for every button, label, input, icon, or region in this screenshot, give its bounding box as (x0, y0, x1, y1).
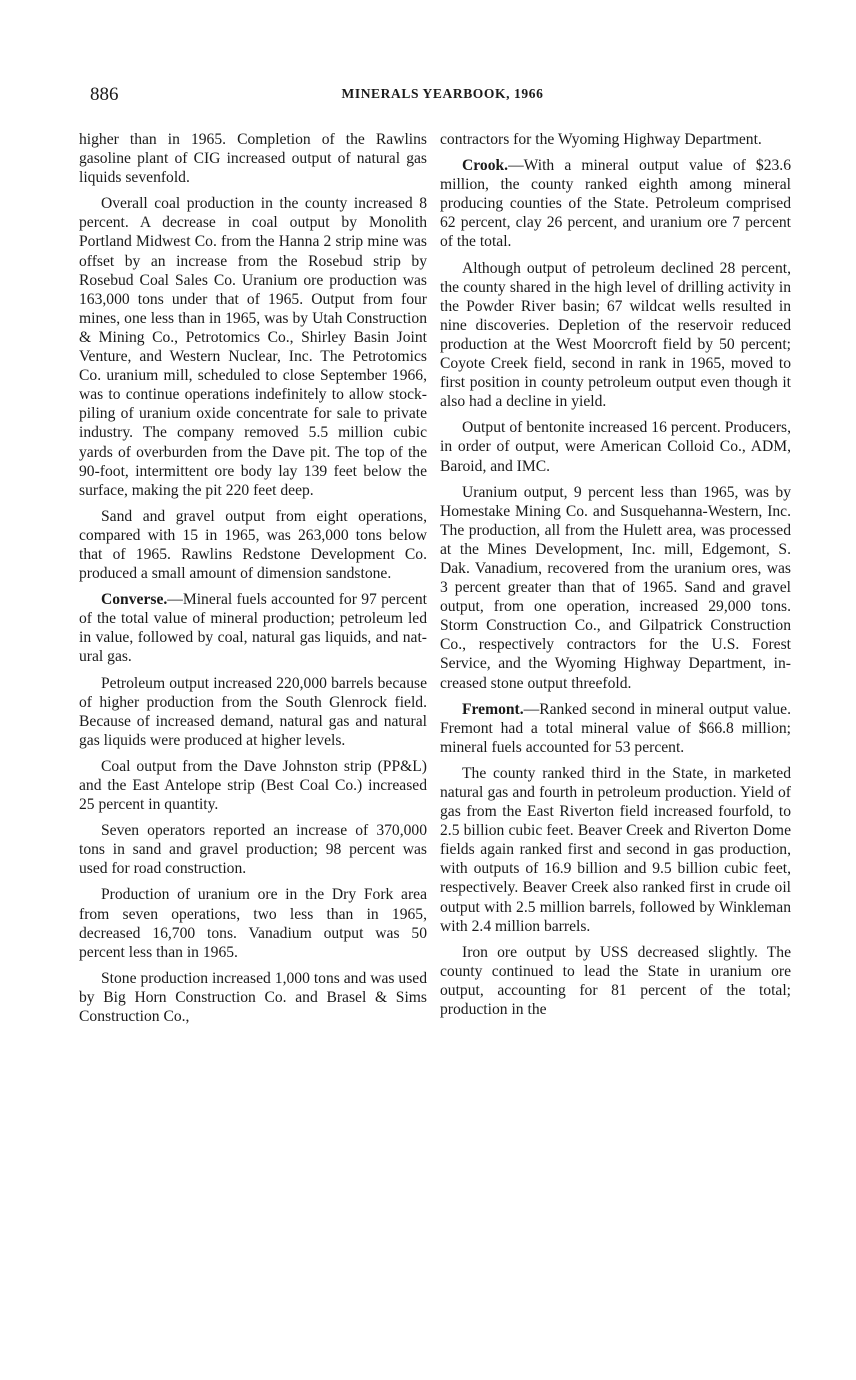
paragraph (440, 130, 791, 149)
page-header (90, 84, 795, 108)
paragraph-text: Overall coal production in the county increased 8 percent. A decrease in coal output by Monolith Portland Midwest Co. from the Hanna 2 strip mine was offset by an increase from the Rosebud strip by Rosebud Coal Sales Co. Uranium ore production was 163,000 tons under that of 1965. Output from four mines, one less than in 1965, was by Utah Construction & Mining Co., Petrotomics Co., Shirley Basin Joint Venture, and Western Nuclear, Inc. The Petrotomics Co. uranium mill, scheduled to close September 1966, was to continue operations indefinitely to allow stockpiling of uranium oxide concentrate for sale to private industry. The company removed 5.5 million cubic yards of overburden from the Dave pit. The top of the 90-foot, intermittent ore body lay 139 feet below the surface, making the pit 220 feet deep. (79, 195, 427, 499)
paragraph-text: Although output of petroleum declined 28 percent, the county shared in the high level of drilling activity in the Powder River basin; 67 wildcat wells resulted in nine discoveries. Depletion of the reservoir reduced production at the West Moorcroft field by 50 percent; Coyote Creek field, second in rank in 1965, moved to first position in county petroleum output even though it also had a decline in yield. (440, 259, 791, 411)
paragraph (440, 483, 791, 693)
running-title: MINERALS YEARBOOK, 1966 (341, 86, 544, 101)
paragraph (440, 943, 791, 1019)
paragraph (440, 259, 791, 412)
paragraph-text: Uranium output, 9 percent less than 1965, was by Homestake Mining Co. and Susquehanna-Western, Inc. The production, all from the Hulett area, was processed at the Mines Development, Inc. mill, Edgemont, S. Dak. Vanadium, recovered from the uranium ores, was 3 percent greater than that of 1965. Sand and gravel output, from one operation, increased 29,000 tons. Storm Construction Co., and Gilpatrick Construction Co., respectively contractors for the U.S. Forest Service, and the Wyoming Highway Department, increased stone output threefold. (440, 483, 791, 692)
paragraph (440, 418, 791, 475)
paragraph (79, 507, 427, 583)
paragraph-text: The county ranked third in the State, in marketed natural gas and fourth in petroleum production. Yield of gas from the East Riverton field increased fourfold, to 2.5 billion cubic feet. Beaver Creek and Riverton Dome fields again ranked first and second in gas production, with outputs of 16.9 billion and 9.5 billion cubic feet, respectively. Beaver Creek also ranked first in crude oil output with 2.5 million barrels, followed by Winkleman with 2.4 million barrels. (440, 764, 791, 935)
paragraph-text: —Mineral fuels accounted for 97 percent of the total value of mineral production; petroleum led in value, followed by coal, natural gas liquids, and natural gas. (79, 591, 427, 666)
paragraph (79, 969, 427, 1026)
paragraph-text: Iron ore output by USS decreased slightly. The county continued to lead the State in uranium ore output, accounting for 81 percent of the total; production in the (440, 943, 791, 1019)
paragraph-text: Seven operators reported an increase of 370,000 tons in sand and gravel production; 98 percent was used for road construction. (79, 822, 427, 878)
paragraph (440, 700, 791, 757)
paragraph (79, 821, 427, 878)
paragraph-text: Sand and gravel output from eight operations, compared with 15 in 1965, was 263,000 tons below that of 1965. Rawlins Redstone Development Co. produced a small amount of dimension sandstone. (79, 507, 427, 583)
paragraph (440, 156, 791, 251)
paragraph (79, 885, 427, 961)
paragraph (79, 130, 427, 187)
paragraph (79, 194, 427, 500)
paragraph-text: contractors for the Wyoming Highway Department. (440, 131, 762, 148)
paragraph (79, 757, 427, 814)
paragraph-text: Stone production increased 1,000 tons and was used by Big Horn Construction Co. and Brasel & Sims Construction Co., (79, 969, 427, 1026)
paragraph (440, 764, 791, 936)
county-heading: Crook. (462, 157, 509, 175)
paragraph-text: —With a mineral output value of $23.6 million, the county ranked eighth among mineral producing counties of the State. Petroleum comprised 62 percent, clay 26 percent, and uranium ore 7 percent of the total. (440, 157, 791, 251)
right-column (440, 130, 791, 1026)
paragraph-text: Coal output from the Dave Johnston strip (PP&L) and the East Antelope strip (Best Coal Co.) increased 25 percent in quantity. (79, 757, 427, 814)
paragraph-text: higher than in 1965. Completion of the Rawlins gasoline plant of CIG increased output of natural gas liquids sevenfold. (79, 131, 427, 187)
paragraph (79, 590, 427, 666)
paragraph-text: —Ranked second in mineral output value. Fremont had a total mineral value of $66.8 million; mineral fuels accounted for 53 percent. (440, 700, 791, 756)
county-heading: Converse. (101, 591, 168, 609)
page-number: 886 (90, 84, 119, 105)
county-heading: Fremont. (462, 700, 524, 718)
paragraph-text: Petroleum output increased 220,000 barrels because of higher production from the South Glenrock field. Because of increased demand, natural gas and natural gas liquids were produced at higher levels. (79, 674, 427, 749)
left-column (79, 130, 427, 1033)
paragraph (79, 674, 427, 750)
paragraph-text: Output of bentonite increased 16 percent. Producers, in order of output, were American Colloid Co., ADM, Baroid, and IMC. (440, 419, 791, 475)
paragraph-text: Production of uranium ore in the Dry Fork area from seven operations, two less than in 1965, decreased 16,700 tons. Vanadium output was 50 percent less than in 1965. (79, 886, 427, 961)
